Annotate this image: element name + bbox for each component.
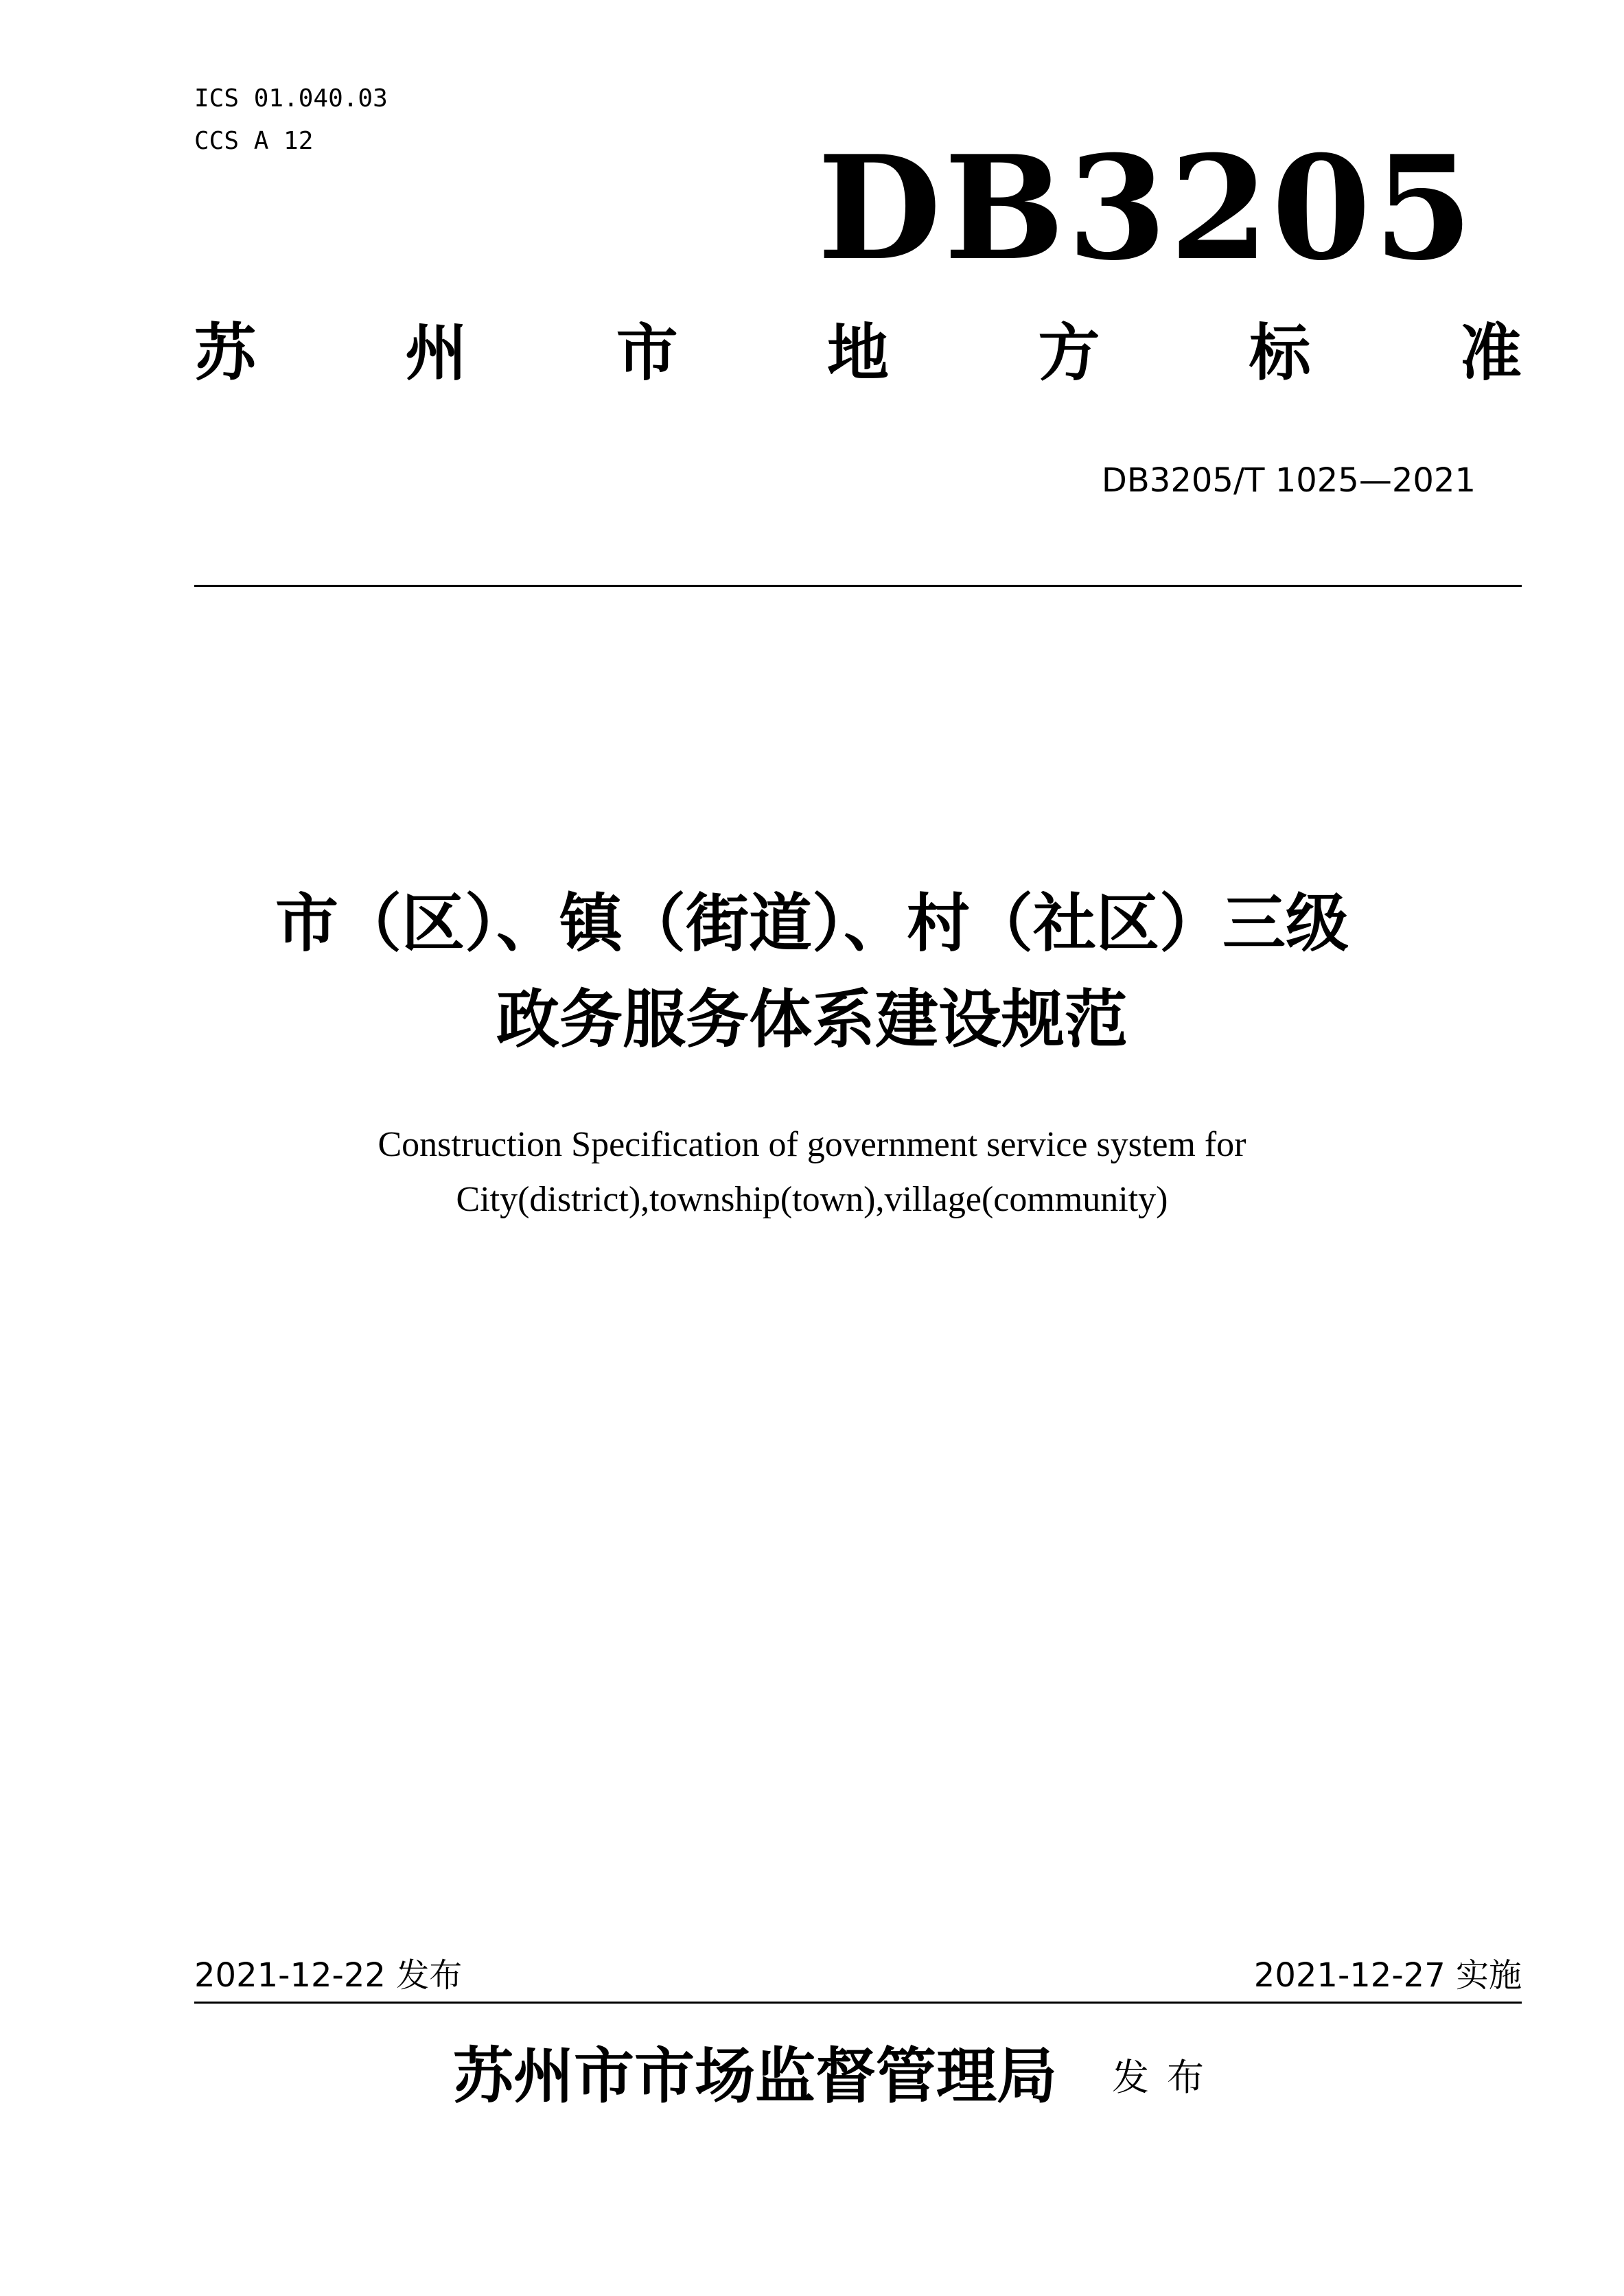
standard-type-char: 州 [405, 317, 467, 389]
standard-type-title [194, 317, 1522, 389]
standard-type-char: 市 [616, 317, 678, 389]
ics-code: ICS 01.040.03 [194, 84, 388, 113]
title-chinese-line-1: 市（区）、镇（街道）、村（社区）三级 [275, 887, 1349, 960]
standard-type-char: 标 [1249, 317, 1311, 389]
db-code-large: DB3205 [817, 125, 1476, 292]
bottom-divider [194, 2002, 1522, 2004]
title-english-line-2: City(district),township(town),village(community) [456, 1180, 1168, 1219]
title-chinese-line-2: 政务服务体系建设规范 [496, 983, 1128, 1056]
implement-date: 2021-12-27 实施 [1253, 1956, 1522, 1995]
top-divider [194, 585, 1522, 587]
standard-type-char: 方 [1038, 317, 1100, 389]
standard-code: DB3205/T 1025—2021 [1101, 461, 1476, 500]
issuing-authority: 苏州市市场监督管理局 [453, 2040, 1058, 2111]
standard-type-char: 准 [1459, 317, 1522, 389]
publish-date: 2021-12-22 发布 [194, 1956, 463, 1995]
title-english-line-1: Construction Specification of government service system for [378, 1125, 1246, 1164]
ccs-code: CCS A 12 [194, 127, 314, 155]
issue-label: 发布 [1112, 2056, 1222, 2099]
standard-type-char: 苏 [194, 317, 256, 389]
standard-type-char: 地 [826, 317, 889, 389]
